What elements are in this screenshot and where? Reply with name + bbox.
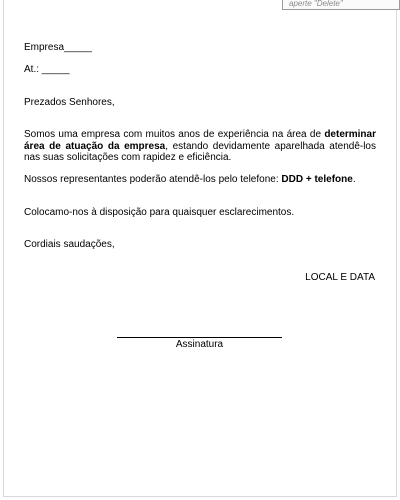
delete-hint-box [282,0,400,10]
contact-text-1: Nossos representantes poderão atendê-los pelo telefone: [24,174,282,185]
greeting: Prezados Senhores, [24,97,115,108]
attention-field: At.: _____ [24,64,70,75]
place-and-date: LOCAL E DATA [305,272,375,283]
closing-salutation: Cordiais saudações, [24,239,115,250]
phone-placeholder: DDD + telefone [281,174,353,185]
signature-label: Assinatura [175,339,224,350]
intro-text-2: , estando devidamente aparelhada atendê-los nas suas solicitações com rapidez e eficiência. [24,140,376,163]
contact-text-2: . [352,174,356,185]
contact-paragraph [24,174,356,186]
intro-paragraph [24,129,376,164]
availability-paragraph: Colocamo-nos à disposição para quaisquer esclarecimentos. [24,207,295,218]
business-area-placeholder: determinar área de atuação da empresa [24,129,376,152]
intro-text-1: Somos uma empresa com muitos anos de experiência na área de [24,129,325,140]
delete-hint-text: aperte "Delete" [289,0,343,8]
signature-line [117,337,282,338]
company-field: Empresa_____ [24,42,92,53]
